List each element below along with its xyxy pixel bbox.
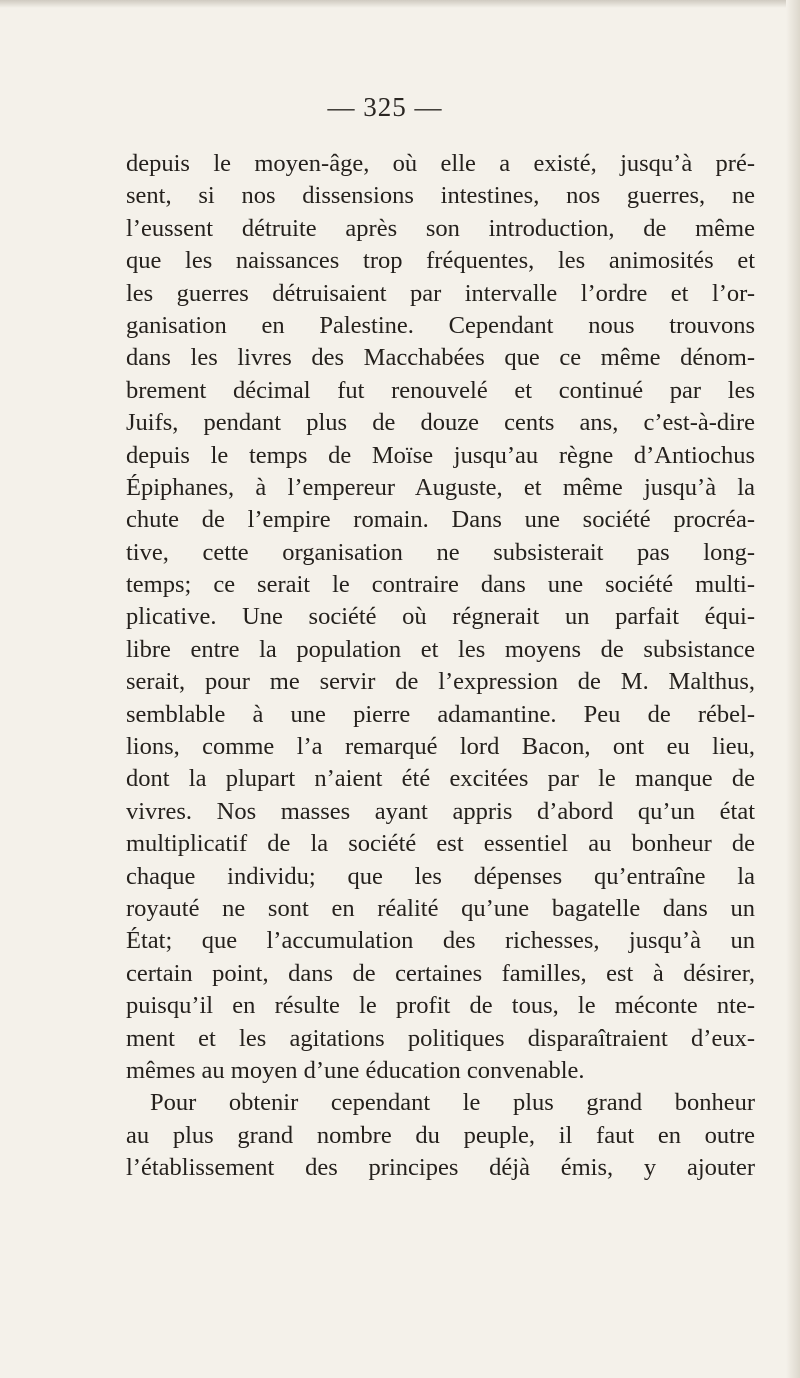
text-line: Juifs, pendant plus de douze cents ans, c’est-à-dire [126, 409, 755, 437]
text-line: libre entre la population et les moyens de subsistance [126, 635, 755, 663]
text-line: ment et les agitations politiques disparaîtraient d’eux- [126, 1024, 755, 1052]
text-line: mêmes au moyen d’une éducation convenable. [126, 1056, 585, 1084]
text-line: l’établissement des principes déjà émis, y ajouter [126, 1154, 755, 1182]
text-line: lions, comme l’a remarqué lord Bacon, ont eu lieu, [126, 733, 755, 761]
text-line: sent, si nos dissensions intestines, nos guerres, ne [126, 182, 755, 210]
body-text [126, 148, 755, 1185]
page-number: — 325 — [327, 92, 443, 122]
page-top-edge [0, 0, 800, 8]
page-right-edge [786, 0, 800, 1378]
text-line: chaque individu; que les dépenses qu’entraîne la [126, 862, 755, 890]
text-line: ganisation en Palestine. Cependant nous trouvons [126, 311, 755, 339]
text-line: temps; ce serait le contraire dans une société multi- [126, 571, 755, 599]
text-line: royauté ne sont en réalité qu’une bagatelle dans un [126, 894, 755, 922]
text-line: brement décimal fut renouvelé et continué par les [126, 376, 755, 404]
text-line: tive, cette organisation ne subsisterait pas long- [126, 538, 755, 566]
text-line: plicative. Une société où régnerait un parfait équi- [126, 603, 755, 631]
text-line: au plus grand nombre du peuple, il faut en outre [126, 1121, 755, 1149]
text-line: l’eussent détruite après son introduction, de même [126, 214, 755, 242]
text-line: puisqu’il en résulte le profit de tous, le méconte nte- [126, 992, 755, 1020]
text-line: Pour obtenir cependant le plus grand bonheur [150, 1089, 755, 1117]
text-line: dont la plupart n’aient été excitées par le manque de [126, 765, 755, 793]
text-line: les guerres détruisaient par intervalle l’ordre et l’or- [126, 279, 755, 307]
text-line: vivres. Nos masses ayant appris d’abord qu’un état [126, 797, 755, 825]
text-line: semblable à une pierre adamantine. Peu de rébel- [126, 700, 755, 728]
text-line: chute de l’empire romain. Dans une société procréa- [126, 506, 755, 534]
text-line: depuis le moyen-âge, où elle a existé, jusqu’à pré- [126, 150, 755, 177]
text-line: multiplicatif de la société est essentiel au bonheur de [126, 830, 755, 858]
text-line: serait, pour me servir de l’expression de M. Malthus, [126, 668, 755, 696]
text-line: État; que l’accumulation des richesses, jusqu’à un [126, 927, 755, 955]
text-line: certain point, dans de certaines familles, est à désirer, [126, 959, 755, 987]
text-line: Épiphanes, à l’empereur Auguste, et même jusqu’à la [126, 473, 755, 501]
text-line: depuis le temps de Moïse jusqu’au règne d’Antiochus [126, 441, 755, 469]
text-line: dans les livres des Macchabées que ce même dénom- [126, 344, 755, 372]
text-line: que les naissances trop fréquentes, les animosités et [126, 247, 755, 275]
